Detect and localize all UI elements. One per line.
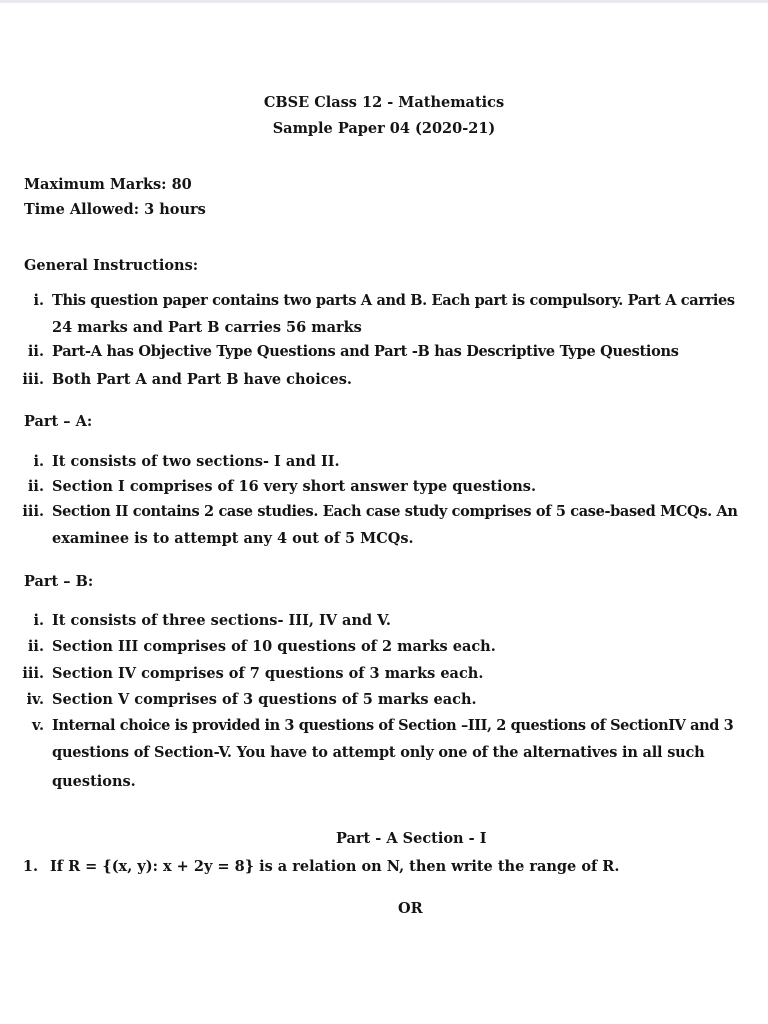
list-item-text-cont: questions. [52, 773, 136, 790]
list-number: iii. [22, 371, 44, 388]
list-number: ii. [27, 343, 44, 360]
list-item-text: Section II contains 2 case studies. Each case study comprises of 5 case-based MCQs. An [52, 503, 738, 520]
list-number: iii. [22, 665, 44, 682]
scan-edge [0, 0, 768, 3]
section-heading: Part - A Section - I [336, 830, 487, 847]
time-allowed: Time Allowed: 3 hours [24, 201, 206, 218]
list-item-text: Part-A has Objective Type Questions and Part -B has Descriptive Type Questions [52, 343, 679, 360]
list-item-text: It consists of three sections- III, IV and V. [52, 612, 391, 629]
list-item-text: Internal choice is provided in 3 questions of Section –III, 2 questions of SectionIV and 3 [52, 717, 734, 734]
list-item-text: Section V comprises of 3 questions of 5 marks each. [52, 691, 477, 708]
list-number: iii. [22, 503, 44, 520]
list-item-text: Section IV comprises of 7 questions of 3 marks each. [52, 665, 484, 682]
part-a-heading: Part – A: [24, 413, 93, 430]
list-item-text: Both Part A and Part B have choices. [52, 371, 352, 388]
list-item-text: This question paper contains two parts A and B. Each part is compulsory. Part A carries [52, 292, 735, 309]
title-line-2: Sample Paper 04 (2020-21) [272, 120, 496, 137]
list-item-text: Section III comprises of 10 questions of 2 marks each. [52, 638, 496, 655]
list-item-text: Section I comprises of 16 very short answer type questions. [52, 478, 536, 495]
list-number: iv. [26, 691, 44, 708]
list-number: ii. [27, 478, 44, 495]
question-text: If R = {(x, y): x + 2y = 8} is a relation on N, then write the range of R. [50, 858, 620, 875]
list-number: ii. [27, 638, 44, 655]
or-label: OR [398, 900, 423, 917]
question-number: 1. [22, 858, 38, 875]
list-number: v. [31, 717, 44, 734]
list-number: i. [33, 453, 44, 470]
max-marks: Maximum Marks: 80 [24, 176, 192, 193]
general-instructions-heading: General Instructions: [24, 257, 199, 274]
list-number: i. [33, 292, 44, 309]
list-item-text-cont: 24 marks and Part B carries 56 marks [52, 319, 362, 336]
list-number: i. [33, 612, 44, 629]
part-b-heading: Part – B: [24, 573, 94, 590]
list-item-text: It consists of two sections- I and II. [52, 453, 340, 470]
list-item-text-cont: questions of Section-V. You have to attempt only one of the alternatives in all such [52, 744, 705, 761]
title-line-1: CBSE Class 12 - Mathematics [263, 94, 505, 111]
list-item-text-cont: examinee is to attempt any 4 out of 5 MCQs. [52, 530, 414, 547]
